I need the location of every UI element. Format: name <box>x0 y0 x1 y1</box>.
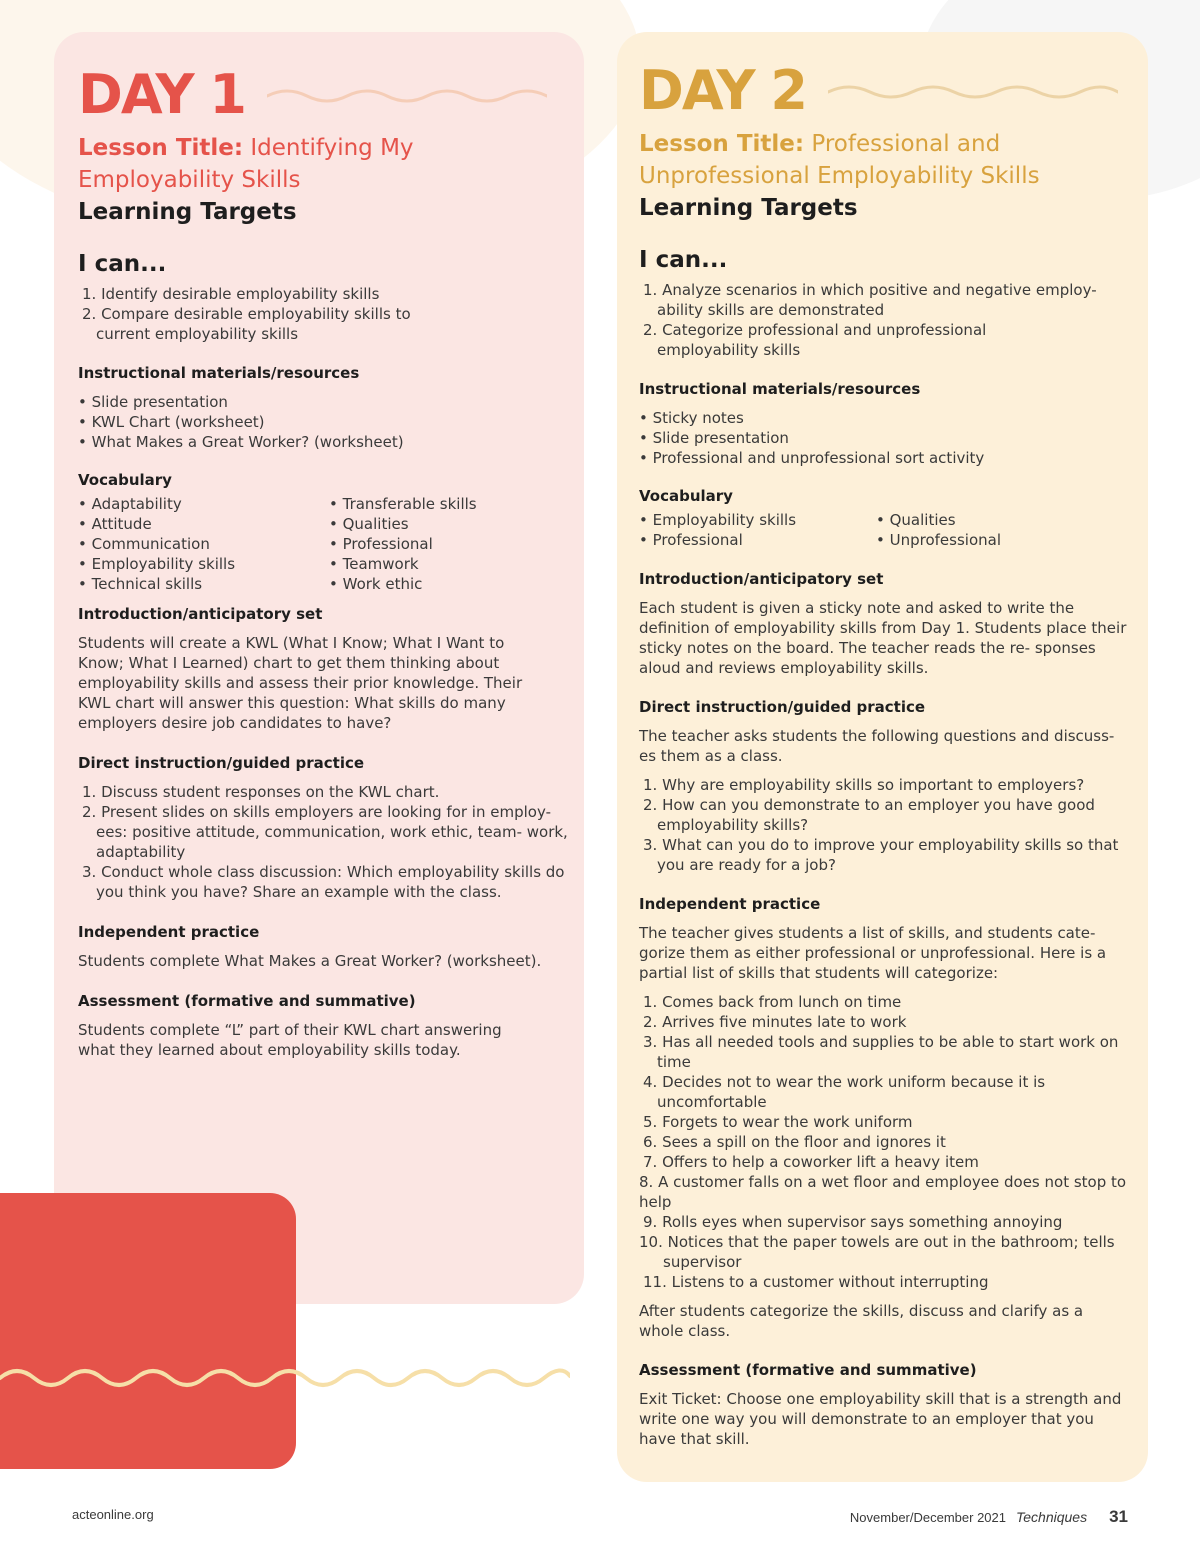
targets-list <box>639 280 1135 360</box>
decorative-red-block <box>0 1193 296 1469</box>
day2-heading: DAY 2 <box>639 59 806 122</box>
list-item: 1. Comes back from lunch on time <box>643 993 902 1011</box>
day1-heading: DAY 1 <box>78 63 245 126</box>
list-item: • Communication <box>78 535 210 553</box>
list-item: • Unprofessional <box>876 531 1001 549</box>
intro-text: Students will create a KWL (What I Know; What I Want to Know; What I Learned) chart to get them thinking about employability skills and assess their prior knowledge. Their KWL chart will answer this question: What skills do many employers desire job candidates to have? <box>78 634 523 732</box>
day2-column <box>639 59 1135 1449</box>
list-item: • Slide presentation <box>639 429 789 447</box>
materials-heading: Instructional materials/resources <box>639 380 921 398</box>
list-item: 2. Compare desirable employability skills to current employability skills <box>82 305 411 343</box>
list-item: • Teamwork <box>329 555 419 573</box>
learning-targets-heading: Learning Targets <box>639 195 858 221</box>
list-item: 1. Discuss student responses on the KWL chart. <box>82 783 440 801</box>
list-item: 1. Identify desirable employability skills <box>82 285 380 303</box>
list-item: 4. Decides not to wear the work uniform because it is uncomfortable <box>643 1073 1046 1111</box>
independent-text: Students complete What Makes a Great Worker? (worksheet). <box>78 952 542 970</box>
footer-magazine: Techniques <box>1015 1509 1088 1525</box>
skills-list <box>639 992 1135 1292</box>
list-item: 2. Present slides on skills employers are looking for in employ- ees: positive attitude, communication, work ethic, team- work, adaptability <box>82 803 568 861</box>
list-item: 1. Why are employability skills so important to employers? <box>643 776 1085 794</box>
i-can-heading: I can... <box>639 247 728 273</box>
list-item: 3. Conduct whole class discussion: Which employability skills do you think you have? Share an example with the class. <box>82 863 565 901</box>
list-item: 10. Notices that the paper towels are out in the bathroom; tells supervisor <box>639 1233 1115 1271</box>
lesson-title <box>639 128 1135 192</box>
list-item: • Work ethic <box>329 575 423 593</box>
assessment-heading: Assessment (formative and summative) <box>78 992 416 1010</box>
heading-wave <box>267 84 547 108</box>
lesson-label: Lesson Title: <box>639 131 805 157</box>
direct-intro-text: The teacher asks students the following questions and discuss- es them as a class. <box>639 727 1115 765</box>
list-item: • Slide presentation <box>78 393 228 411</box>
heading-wave <box>828 80 1118 104</box>
list-item: • Qualities <box>876 511 956 529</box>
direct-list <box>639 775 1135 875</box>
list-item: • Technical skills <box>78 575 203 593</box>
list-item: 9. Rolls eyes when supervisor says something annoying <box>643 1213 1063 1231</box>
materials-heading: Instructional materials/resources <box>78 364 360 382</box>
vocabulary-heading: Vocabulary <box>78 471 172 489</box>
lesson-name: Identifying My Employability Skills <box>78 135 414 193</box>
independent-text: The teacher gives students a list of skills, and students cate- gorize them as either professional or unprofessional. Here is a partial list of skills that students will categorize: <box>639 924 1107 982</box>
lesson-name: Professional and Unprofessional Employability Skills <box>639 131 1040 189</box>
list-item: • Professional <box>639 531 743 549</box>
assessment-text: Exit Ticket: Choose one employability skill that is a strength and write one way you will demonstrate to an employer that you have that skill. <box>639 1390 1122 1448</box>
learning-targets-heading: Learning Targets <box>78 199 297 225</box>
footer-issue-info <box>850 1507 1128 1527</box>
list-item: 2. How can you demonstrate to an employer you have good employability skills? <box>643 796 1095 834</box>
list-item: 8. A customer falls on a wet floor and employee does not stop to help <box>639 1173 1127 1211</box>
list-item: 5. Forgets to wear the work uniform <box>643 1113 913 1131</box>
intro-text: Each student is given a sticky note and asked to write the definition of employability skills from Day 1. Students place their sticky notes on the board. The teacher reads the re- sponses aloud and reviews employability skills. <box>639 599 1127 677</box>
list-item: • KWL Chart (worksheet) <box>78 413 265 431</box>
list-item: 11. Listens to a customer without interrupting <box>643 1273 989 1291</box>
list-item: • Professional and unprofessional sort activity <box>639 449 985 467</box>
footer-site[interactable]: acteonline.org <box>72 1507 154 1522</box>
list-item: 2. Arrives five minutes late to work <box>643 1013 907 1031</box>
list-item: • Qualities <box>329 515 409 533</box>
direct-heading: Direct instruction/guided practice <box>78 754 365 772</box>
decorative-wave <box>0 1358 570 1398</box>
list-item: • Sticky notes <box>639 409 744 427</box>
targets-list <box>78 284 574 344</box>
direct-list <box>78 782 574 902</box>
after-text: After students categorize the skills, discuss and clarify as a whole class. <box>639 1302 1084 1340</box>
list-item: • What Makes a Great Worker? (worksheet) <box>78 433 404 451</box>
list-item: 1. Analyze scenarios in which positive and negative employ- ability skills are demonstrated <box>643 281 1097 319</box>
lesson-title <box>78 132 574 196</box>
materials-list <box>639 408 1135 468</box>
day1-column <box>78 63 574 1060</box>
intro-heading: Introduction/anticipatory set <box>78 605 323 623</box>
intro-heading: Introduction/anticipatory set <box>639 570 884 588</box>
materials-list <box>78 392 574 452</box>
assessment-heading: Assessment (formative and summative) <box>639 1361 977 1379</box>
list-item: 6. Sees a spill on the floor and ignores it <box>643 1133 946 1151</box>
list-item: • Employability skills <box>639 511 797 529</box>
assessment-text: Students complete “L” part of their KWL chart answering what they learned about employability skills today. <box>78 1021 502 1059</box>
i-can-heading: I can... <box>78 251 167 277</box>
vocabulary-list <box>639 510 1135 550</box>
independent-heading: Independent practice <box>639 895 821 913</box>
independent-heading: Independent practice <box>78 923 260 941</box>
list-item: • Transferable skills <box>329 495 477 513</box>
list-item: • Professional <box>329 535 433 553</box>
list-item: • Attitude <box>78 515 152 533</box>
lesson-label: Lesson Title: <box>78 135 244 161</box>
footer-issue: November/December 2021 <box>849 1510 1006 1525</box>
vocabulary-list <box>78 494 574 594</box>
list-item: 3. Has all needed tools and supplies to be able to start work on time <box>643 1033 1119 1071</box>
list-item: 2. Categorize professional and unprofessional employability skills <box>643 321 987 359</box>
list-item: • Adaptability <box>78 495 182 513</box>
list-item: • Employability skills <box>78 555 236 573</box>
list-item: 7. Offers to help a coworker lift a heavy item <box>643 1153 979 1171</box>
list-item: 3. What can you do to improve your employability skills so that you are ready for a job? <box>643 836 1119 874</box>
vocabulary-heading: Vocabulary <box>639 487 733 505</box>
page-number: 31 <box>1109 1507 1128 1526</box>
direct-heading: Direct instruction/guided practice <box>639 698 926 716</box>
